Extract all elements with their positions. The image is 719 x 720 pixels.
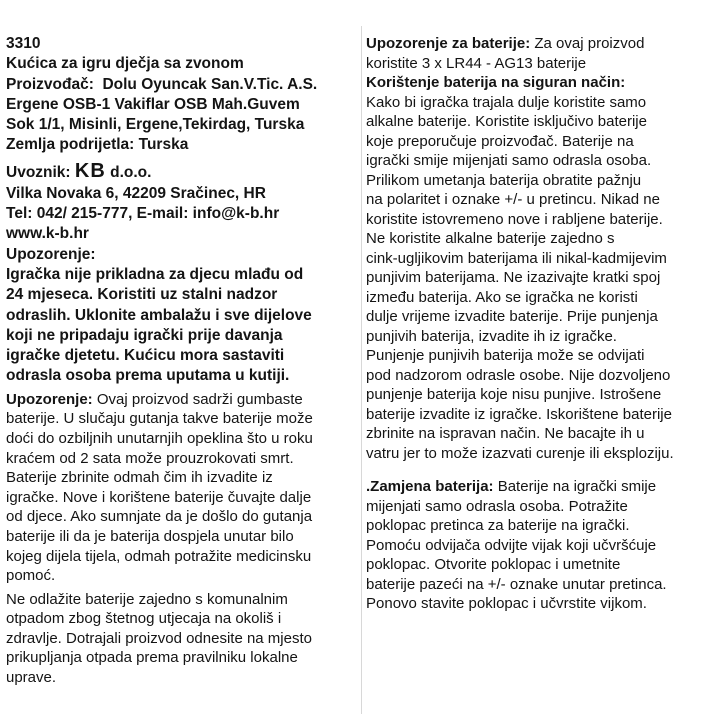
battery-warning-line: pomoć. — [6, 567, 56, 585]
safe-use-line: Prilikom umetanja baterija obratite pažnju — [366, 171, 642, 189]
disposal-line: zdravlje. Dotrajali proizvod odnesite na mjesto — [6, 629, 312, 647]
warning-line: koji ne pripadaju igrački prije davanja — [6, 326, 283, 344]
warning-title: Upozorenje: — [6, 245, 96, 263]
disposal-line: prikupljanja otpada prema pravilniku lokalne — [6, 649, 298, 667]
importer-website: www.k-b.hr — [6, 225, 89, 243]
column-divider — [361, 26, 362, 714]
battery-warning-first-line: Upozorenje: Ovaj proizvod sadrži gumbaste — [6, 390, 303, 408]
product-header — [6, 34, 358, 156]
safe-use-line: koje preporučuje proizvođač. Baterije na — [366, 132, 634, 150]
importer-line — [6, 160, 358, 184]
battery-spec — [366, 34, 714, 73]
warning-line: Igračka nije prikladna za djecu mlađu od — [6, 265, 304, 283]
warning-line: odraslih. Uklonite ambalažu i sve dijelove — [6, 306, 312, 324]
safe-use-line: alkalne baterije. Koristite isključivo baterije — [366, 113, 647, 130]
replacement-line: poklopac pretinca za baterije na igrački. — [366, 517, 630, 534]
battery-warning-label: Upozorenje: — [6, 390, 93, 408]
battery-warning-line: kojeg dijela tijela, odmah potražite medicinsku — [6, 547, 312, 565]
replacement-line: mijenjati samo odrasla osoba. Potražite — [366, 497, 628, 515]
battery-spec-second-line: koristite 3 x LR44 - AG13 baterije — [366, 54, 587, 72]
replacement-first-line: .Zamjena baterija: Baterije na igrački smije — [366, 478, 657, 495]
safe-use-line: Punjenje punjivih baterija može se odvijati — [366, 347, 645, 364]
battery-warning-line: igračke. Nove i korištene baterije čuvajte dalje — [6, 488, 312, 506]
age-warning — [6, 265, 358, 387]
manufacturer-address-1: Ergene OSB-1 Vakiflar OSB Mah.Guvem — [6, 95, 300, 113]
battery-warning-line: kraćem od 2 sata može prouzrokovati smrt. — [6, 449, 294, 467]
safe-use-line: dulje vrijeme izvadite baterije. Prije punjenja — [366, 308, 658, 325]
safe-use-title: Korištenje baterija na siguran način: — [366, 74, 626, 91]
importer-suffix: d.o.o. — [105, 163, 152, 181]
safe-use-line: igrački smije mijenjati samo odrasla osoba. — [366, 152, 652, 169]
importer-address: Vilka Novaka 6, 42209 Sračinec, HR — [6, 184, 266, 202]
disposal-line: Ne odlažite baterije zajedno s komunalnim — [6, 590, 288, 608]
battery-warning-line: od djece. Ako sumnjate da je došlo do gutanja — [6, 508, 313, 526]
warning-line: 24 mjeseca. Koristiti uz stalni nadzor — [6, 286, 278, 304]
manufacturer-address-2: Sok 1/1, Misinli, Ergene,Tekirdag, Turska — [6, 116, 305, 134]
battery-replacement — [366, 477, 714, 614]
replacement-line: Pomoću odvijača odvijte vijak koji učvršćuje — [366, 536, 657, 554]
safe-use-line: pod nadzorom odrasle osobe. Nije dozvoljeno — [366, 366, 671, 384]
replacement-line: baterije pazeći na +/- oznake unutar pretinca. — [366, 575, 667, 593]
disposal-line: otpadom zbog štetnog utjecaja na okoliš i — [6, 610, 282, 628]
product-name: Kućica za igru dječja sa zvonom — [6, 55, 244, 73]
country-of-origin: Zemlja podrijetla: Turska — [6, 136, 189, 154]
importer-contact: Tel: 042/ 215-777, E-mail: info@k-b.hr — [6, 205, 280, 223]
battery-spec-first-line: Upozorenje za baterije: Za ovaj proizvod — [366, 35, 645, 52]
replacement-line: Ponovo stavite poklopac i učvrstite vijkom. — [366, 595, 647, 612]
replacement-line: poklopac. Otvorite poklopac i umetnite — [366, 556, 621, 573]
safe-use-line: vatru jer to može izazvati curenje ili eksploziju. — [366, 444, 674, 462]
safe-use-line: baterije izvadite iz igračke. Iskorištene baterije — [366, 405, 672, 423]
disposal-notice — [6, 590, 358, 688]
warning-line: odrasla osoba prema uputama u kutiji. — [6, 367, 290, 385]
safe-use-line: koristite istovremeno nove i rabljene baterije. — [366, 210, 663, 228]
battery-warning-line: baterije. U slučaju gutanja takve baterije može — [6, 410, 313, 428]
safe-use-instructions — [366, 93, 714, 464]
importer-label: Uvoznik: — [6, 163, 71, 181]
right-column — [366, 34, 714, 614]
product-code: 3310 — [6, 35, 41, 52]
safe-use-line: između baterija. Ako se igračka ne koristi — [366, 288, 638, 306]
battery-warning-line: Baterije zbrinite odmah čim ih izvadite iz — [6, 469, 273, 487]
left-column — [6, 34, 358, 688]
replacement-label: .Zamjena baterija: — [366, 478, 494, 495]
safe-use-line: punjivih baterija, izvadite ih iz igračke. — [366, 327, 617, 345]
safe-use-line: na polaritet i oznake +/- u pretincu. Nikad ne — [366, 191, 660, 208]
battery-warning-line: doći do ozbiljnih unutarnjih opeklina što u roku — [6, 429, 313, 447]
button-battery-warning — [6, 390, 358, 586]
battery-warning-line: baterije ili da je baterija dospjela unutar bilo — [6, 527, 294, 545]
safe-use-line: Kako bi igračka trajala dulje koristite samo — [366, 93, 647, 111]
safe-use-line: punjenje baterija koje nisu punjive. Istrošene — [366, 386, 662, 403]
disposal-line: uprave. — [6, 669, 57, 687]
manufacturer-line: Proizvođač: Dolu Oyuncak San.V.Tic. A.S. — [6, 75, 318, 93]
safe-use-line: punjivim baterijama. Ne izazivajte kratki spoj — [366, 269, 661, 286]
kb-logo: KB — [74, 159, 106, 182]
safe-use-line: cink-ugljikovim baterijama ili nikal-kadmijevim — [366, 249, 667, 267]
safe-use-line: zbrinite na ispravan način. Ne bacajte ih u — [366, 425, 645, 442]
safe-use-line: Ne koristite alkalne baterije zajedno s — [366, 230, 615, 247]
battery-spec-label: Upozorenje za baterije: — [366, 35, 531, 52]
warning-line: igračke djetetu. Kućicu mora sastaviti — [6, 347, 285, 365]
